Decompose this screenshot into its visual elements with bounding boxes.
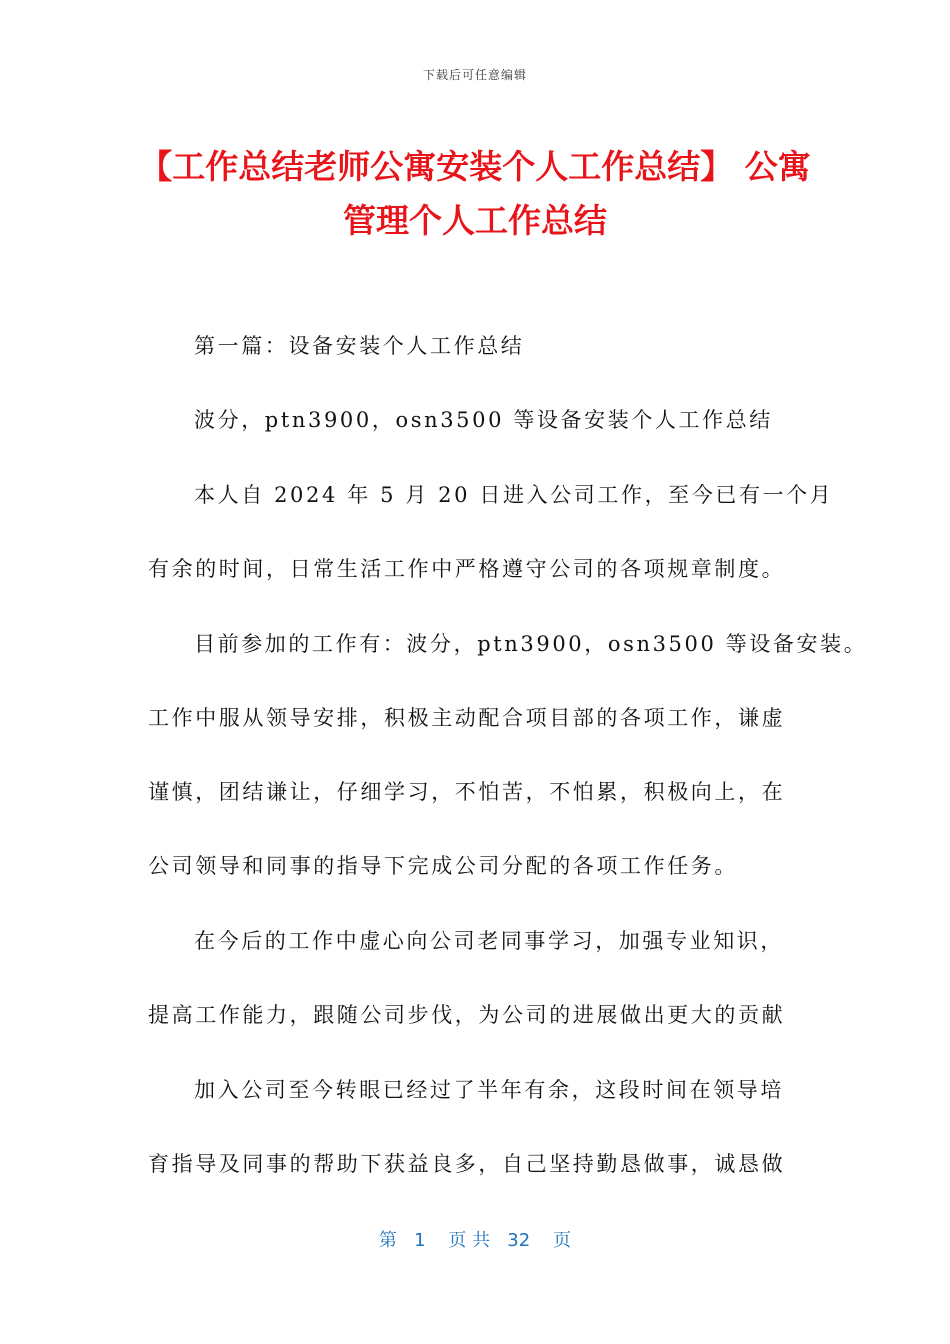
paragraph-line: 育指导及同事的帮助下获益良多，自己坚持勤恳做事，诚恳做 [148, 1152, 786, 1176]
header-note: 下载后可任意编辑 [422, 68, 527, 82]
paragraph-line: 谨慎，团结谦让，仔细学习，不怕苦，不怕累，积极向上，在 [148, 780, 786, 804]
paragraph-line: 本人自 2024 年 5 月 20 日进入公司工作，至今已有一个月 [194, 483, 834, 507]
paragraph-line: 有余的时间，日常生活工作中严格遵守公司的各项规章制度。 [148, 557, 786, 581]
paragraph-line: 在今后的工作中虚心向公司老同事学习，加强专业知识， [194, 929, 784, 953]
paragraph-line: 第一篇：设备安装个人工作总结 [194, 334, 525, 358]
paragraph-line: 目前参加的工作有：波分，ptn3900，osn3500 等设备安装。 [194, 632, 868, 656]
paragraph-line: 公司领导和同事的指导下完成公司分配的各项工作任务。 [148, 854, 738, 878]
paragraph-line: 波分，ptn3900，osn3500 等设备安装个人工作总结 [194, 408, 773, 432]
paragraph-line: 工作中服从领导安排，积极主动配合项目部的各项工作，谦虚 [148, 706, 786, 730]
paragraph-line: 加入公司至今转眼已经过了半年有余，这段时间在领导培 [194, 1078, 784, 1102]
document-title: 【工作总结老师公寓安装个人工作总结】 公寓管理个人工作总结 [139, 147, 811, 240]
page-footer: 第 1 页 共 32 页 [378, 1230, 572, 1251]
paragraph-line: 提高工作能力，跟随公司步伐，为公司的进展做出更大的贡献 [148, 1003, 786, 1027]
